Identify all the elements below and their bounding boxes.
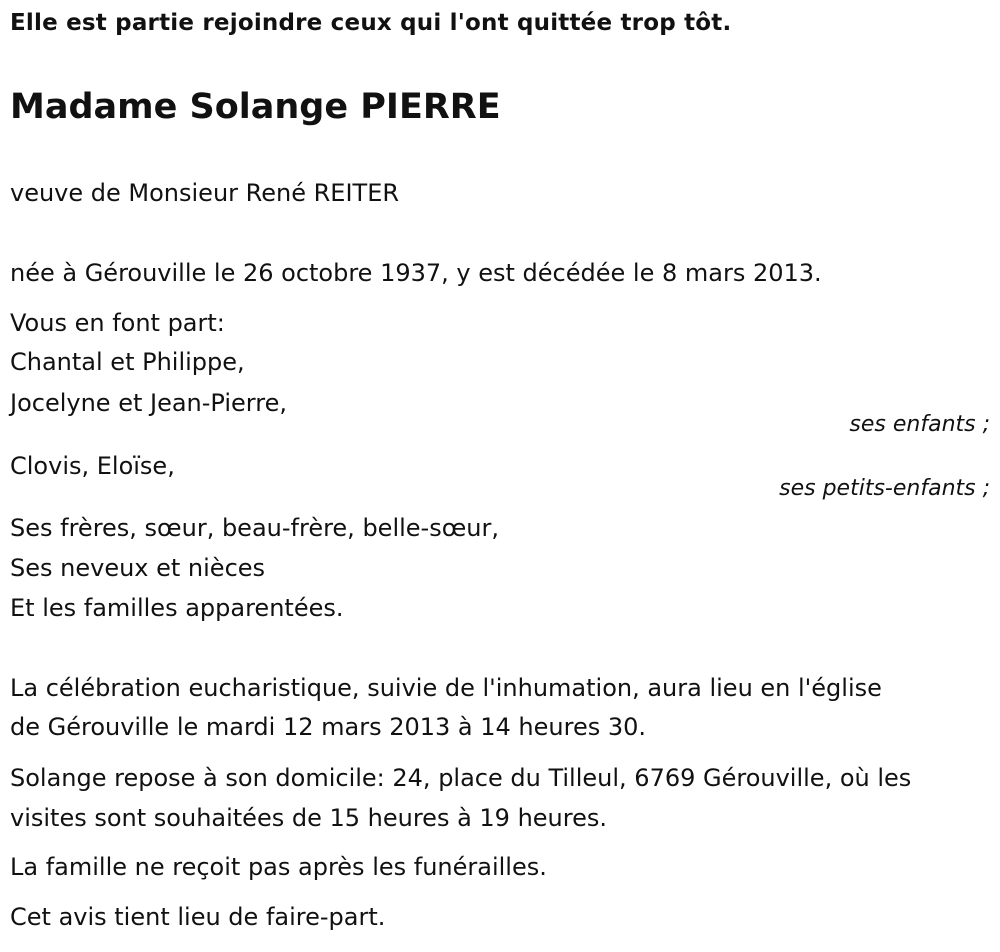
widow-of-line: veuve de Monsieur René REITER: [10, 179, 400, 207]
children-line-2: Jocelyne et Jean-Pierre,: [10, 389, 287, 417]
announce-line: Vous en font part:: [10, 309, 225, 337]
children-line-1: Chantal et Philippe,: [10, 348, 245, 376]
grandchildren-line: Clovis, Eloïse,: [10, 452, 175, 480]
relatives-line-2: Ses neveux et nièces: [10, 554, 266, 582]
ceremony-line-2: de Gérouville le mardi 12 mars 2013 à 14 heures 30.: [10, 713, 647, 741]
deceased-name: Madame Solange PIERRE: [10, 87, 501, 127]
relatives-line-1: Ses frères, sœur, beau-frère, belle-sœur,: [10, 514, 499, 542]
relatives-line-3: Et les familles apparentées.: [10, 594, 344, 622]
visitation-line-1: Solange repose à son domicile: 24, place du Tilleul, 6769 Gérouville, où les: [10, 764, 912, 792]
children-label: ses enfants ;: [849, 412, 990, 437]
tagline: Elle est partie rejoindre ceux qui l'ont quittée trop tôt.: [10, 10, 732, 36]
ceremony-line-1: La célébration eucharistique, suivie de l'inhumation, aura lieu en l'église: [10, 674, 882, 702]
grandchildren-label: ses petits-enfants ;: [779, 476, 990, 501]
birth-death-line: née à Gérouville le 26 octobre 1937, y est décédée le 8 mars 2013.: [10, 259, 822, 287]
closing-line: Cet avis tient lieu de faire-part.: [10, 903, 386, 931]
no-reception-line: La famille ne reçoit pas après les funérailles.: [10, 853, 547, 881]
visitation-line-2: visites sont souhaitées de 15 heures à 19 heures.: [10, 804, 607, 832]
